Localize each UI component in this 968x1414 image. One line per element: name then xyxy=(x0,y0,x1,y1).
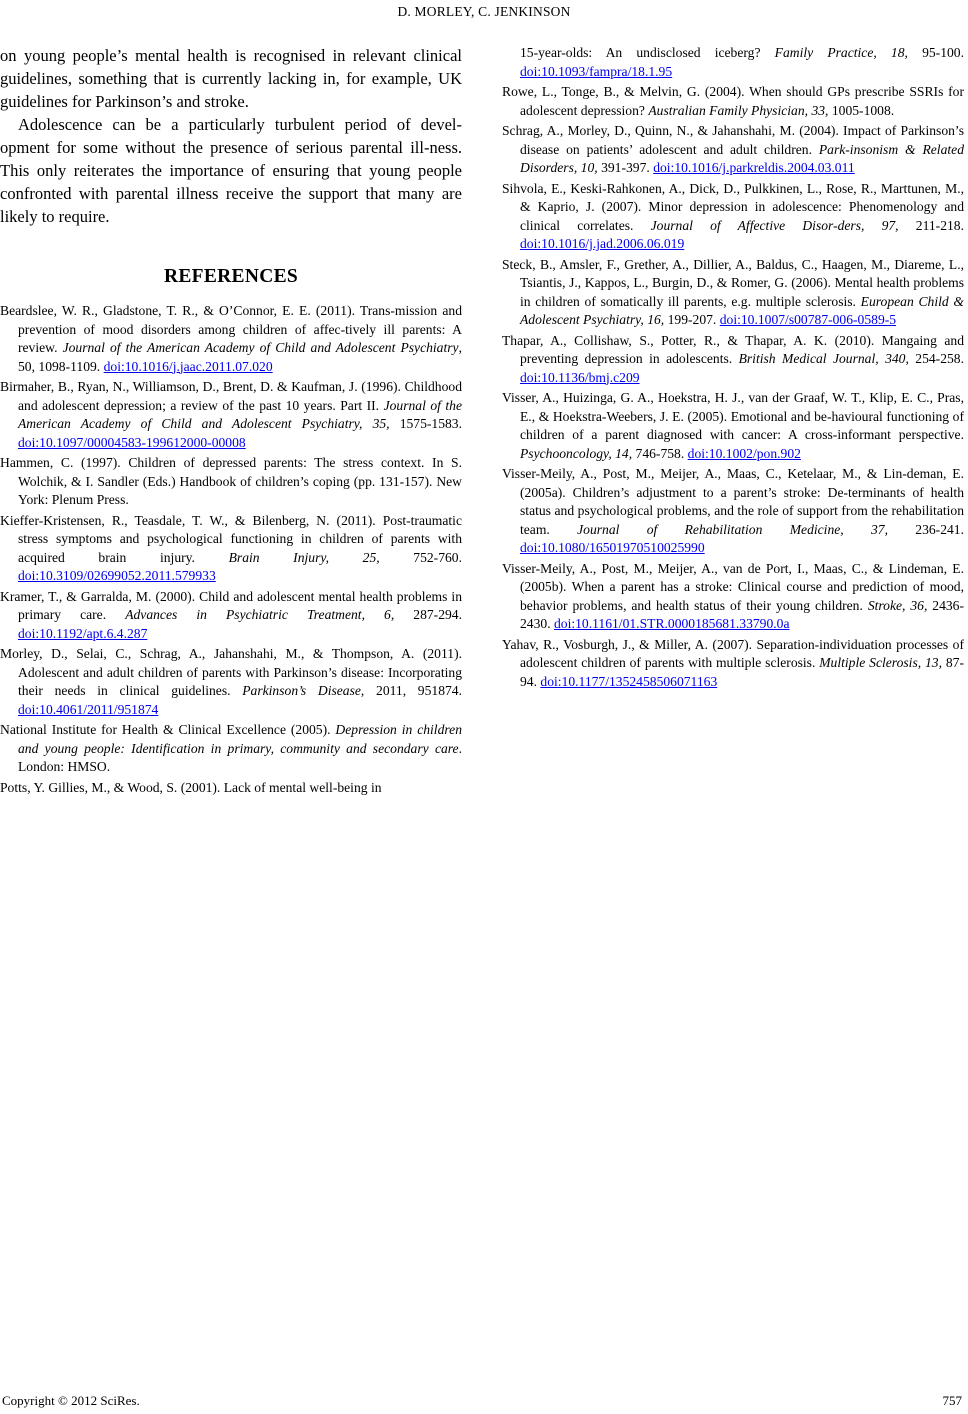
reference-journal: Park-insonism & Related Disorders, 10, xyxy=(520,141,964,175)
doi-link[interactable]: doi:10.3109/02699052.2011.579933 xyxy=(18,568,216,583)
reference-text: , 2011, 951874. xyxy=(360,683,462,698)
body-paragraph: on young people’s mental health is recognised in relevant clinical guidelines, something that is currently lacking in, for example, UK guidelines for Parkinson’s and stroke. xyxy=(0,46,462,111)
reference-entry xyxy=(0,512,462,586)
reference-journal: Australian Family Physician, 33, xyxy=(648,102,829,118)
reference-text: Rowe, L., Tonge, B., & Melvin, G. (2004). When should GPs prescribe SSRIs for adolescent depression? xyxy=(502,84,964,118)
doi-link[interactable]: doi:10.1136/bmj.c209 xyxy=(520,369,640,385)
reference-entry xyxy=(502,180,964,254)
reference-text: 746-758. xyxy=(632,445,688,461)
reference-text: 1575-1583. xyxy=(389,416,462,431)
reference-entry xyxy=(502,122,964,178)
running-header: D. MORLEY, C. JENKINSON xyxy=(397,4,571,19)
reference-journal: Stroke, 36, xyxy=(867,597,928,613)
reference-entry xyxy=(0,645,462,719)
reference-text: 391-397. xyxy=(597,160,654,175)
reference-journal: Parkinson’s Disease xyxy=(242,683,361,698)
reference-entry xyxy=(502,83,964,120)
reference-text: Kramer, T., & Garralda, M. (2000). Child and adolescent mental health problems in primary care. xyxy=(0,588,462,622)
doi-link[interactable]: doi:10.1016/j.jaac.2011.07.020 xyxy=(103,358,273,374)
doi-link[interactable]: doi:10.1093/fampra/18.1.95 xyxy=(520,63,673,79)
reference-journal: Journal of the American Academy of Child and Adolescent Psychiatry xyxy=(62,340,459,355)
reference-text: Thapar, A., Collishaw, S., Potter, R., & Thapar, A. K. (2010). Mangaing and preventing depression in adolescents. xyxy=(502,332,964,366)
reference-text: 236-241. xyxy=(887,521,965,537)
page-number: 757 xyxy=(942,1393,962,1408)
copyright-footer: Copyright © 2012 SciRes. xyxy=(2,1393,140,1408)
reference-text: 15-year-olds: An undisclosed iceberg? xyxy=(520,45,775,60)
reference-journal: Brain Injury, 25, xyxy=(228,549,380,565)
reference-text: 2436-2430. xyxy=(520,597,964,631)
reference-text: Birmaher, B., Ryan, N., Williamson, D., Brent, D. & Kaufman, J. (1996). Childhood and adolescent depression; a review of the past 10 years. Part II. xyxy=(0,379,462,413)
reference-text: Visser, A., Huizinga, G. A., Hoekstra, H. J., van der Graaf, W. T., Klip, E. C., Pras, E., & Hoekstra-Weebers, J. E. (2005). Emotional and be-havioural functioning of children of a parent diagnosed with cancer: A cross-informant perspective. xyxy=(502,390,964,442)
doi-link[interactable]: doi:10.1080/16501970510025990 xyxy=(520,540,705,555)
reference-text: 199-207. xyxy=(664,312,720,327)
reference-entry xyxy=(0,302,462,376)
reference-entry xyxy=(502,636,964,692)
reference-journal: Depression in children and young people: Identification in primary, community and secondary care xyxy=(18,722,462,756)
reference-text: Morley, D., Selai, C., Schrag, A., Jahanshahi, M., & Thompson, A. (2011). Adolescent and adult children of parents with Parkinson’s disease: Incorporating their needs in clinical guidelines. xyxy=(0,646,462,698)
doi-link[interactable]: doi:10.1097/00004583-199612000-00008 xyxy=(18,434,246,450)
reference-text: 95-100. xyxy=(907,45,965,60)
reference-text: Potts, Y. Gillies, M., & Wood, S. (2001). Lack of mental well-being in xyxy=(0,779,382,795)
reference-text: National Institute for Health & Clinical Excellence (2005). xyxy=(0,722,336,737)
reference-entry xyxy=(0,779,462,798)
reference-journal: Psychooncology, 14, xyxy=(520,445,633,461)
reference-text: 254-258. xyxy=(908,351,964,366)
reference-text: Steck, B., Amsler, F., Grether, A., Dillier, A., Baldus, C., Haagen, M., Diareme, L., Tsiantis, J., Kappos, L., Burgin, D., & Romer, G. (2006). Mental health problems in children of somatically ill parents, e.g. multiple sclerosis. xyxy=(502,256,964,309)
doi-link[interactable]: doi:10.4061/2011/951874 xyxy=(18,701,159,717)
reference-entry xyxy=(502,389,964,463)
body-paragraph: Adolescence can be a particularly turbulent period of devel-opment for some without the presence of serious parental ill-ness. This only reiterates the importance of ensuring that young people confronted with parental illness receive the support that many are likely to require. xyxy=(0,115,462,226)
reference-entry xyxy=(502,44,964,81)
reference-text: 287-294. xyxy=(394,607,463,622)
reference-text: , 50, 1098-1109. xyxy=(18,340,462,374)
left-column xyxy=(0,44,462,799)
doi-link[interactable]: doi:10.1192/apt.6.4.287 xyxy=(18,625,148,641)
reference-journal: European Child & Adolescent Psychiatry, 16, xyxy=(520,293,964,327)
reference-text: 1005-1008. xyxy=(828,102,895,118)
reference-journal: British Medical Journal, 340, xyxy=(738,351,909,366)
reference-entry xyxy=(502,560,964,634)
reference-journal: Multiple Sclerosis, 13, xyxy=(819,655,942,670)
reference-journal: Journal of the American Academy of Child and Adolescent Psychiatry, 35, xyxy=(18,397,462,431)
reference-journal: Advances in Psychiatric Treatment, 6, xyxy=(125,607,395,622)
reference-entry xyxy=(0,378,462,452)
reference-list-left xyxy=(0,302,462,797)
reference-text: 752-760. xyxy=(379,549,463,565)
reference-text: 211-218. xyxy=(898,217,964,233)
right-column xyxy=(502,44,964,693)
reference-text: 87-94. xyxy=(520,655,964,689)
reference-entry xyxy=(0,454,462,510)
reference-text: Visser-Meily, A., Post, M., Meijer, A., Maas, C., Ketelaar, M., & Lin-deman, E. (2005a). Children’s adjustment to a parent’s stroke: De-terminants of health status and psychological problems, and the role of support from the rehabilitation team. xyxy=(502,466,964,537)
reference-journal: Journal of Affective Disor-ders, 97, xyxy=(650,217,899,233)
reference-entry xyxy=(502,465,964,558)
reference-list-right xyxy=(502,44,964,691)
doi-link[interactable]: doi:10.1177/1352458506071163 xyxy=(540,673,718,689)
reference-entry xyxy=(0,721,462,777)
reference-text: Beardslee, W. R., Gladstone, T. R., & O’Connor, E. E. (2011). Trans-mission and prevention of mood disorders among children of affec-tively ill parents: A review. xyxy=(0,303,462,355)
reference-text: Kieffer-Kristensen, R., Teasdale, T. W., & Bilenberg, N. (2011). Post-traumatic stress symptoms and psychological functioning in children of parents with acquired brain injury. xyxy=(0,512,462,565)
reference-text: Hammen, C. (1997). Children of depressed parents: The stress context. In S. Wolchik, & I. Sandler (Eds.) Handbook of children’s coping (pp. 131-157). New York: Plenum Press. xyxy=(0,455,462,507)
doi-link[interactable]: doi:10.1007/s00787-006-0589-5 xyxy=(719,312,897,327)
reference-entry xyxy=(0,588,462,644)
reference-text: . London: HMSO. xyxy=(18,740,462,774)
reference-text: Yahav, R., Vosburgh, J., & Miller, A. (2007). Separation-individuation processes of adolescent children of parents with multiple sclerosis. xyxy=(502,636,964,670)
doi-link[interactable]: doi:10.1002/pon.902 xyxy=(687,445,801,461)
doi-link[interactable]: doi:10.1016/j.jad.2006.06.019 xyxy=(520,236,685,251)
doi-link[interactable]: doi:10.1016/j.parkreldis.2004.03.011 xyxy=(653,160,855,175)
reference-journal: Journal of Rehabilitation Medicine, 37, xyxy=(577,521,888,537)
reference-entry xyxy=(502,332,964,388)
reference-entry xyxy=(502,256,964,330)
reference-text: Visser-Meily, A., Post, M., Meijer, A., van de Port, I., Maas, C., & Lindeman, E. (2005b). When a parent has a stroke: Clinical course and prediction of mood, behavior problems, and health status of their young children. xyxy=(502,560,964,613)
doi-link[interactable]: doi:10.1161/01.STR.0000185681.33790.0a xyxy=(553,616,790,631)
references-heading: REFERENCES xyxy=(163,266,299,287)
reference-text: Sihvola, E., Keski-Rahkonen, A., Dick, D., Pulkkinen, L., Rose, R., Marttunen, M., & Kaprio, J. (2007). Minor depression in adolescence: Phenomenology and clinical correlates. xyxy=(502,180,964,233)
reference-text: Schrag, A., Morley, D., Quinn, N., & Jahanshahi, M. (2004). Impact of Parkinson’s disease on patients’ adolescent and adult children. xyxy=(502,123,964,157)
reference-journal: Family Practice, 18, xyxy=(774,45,908,60)
